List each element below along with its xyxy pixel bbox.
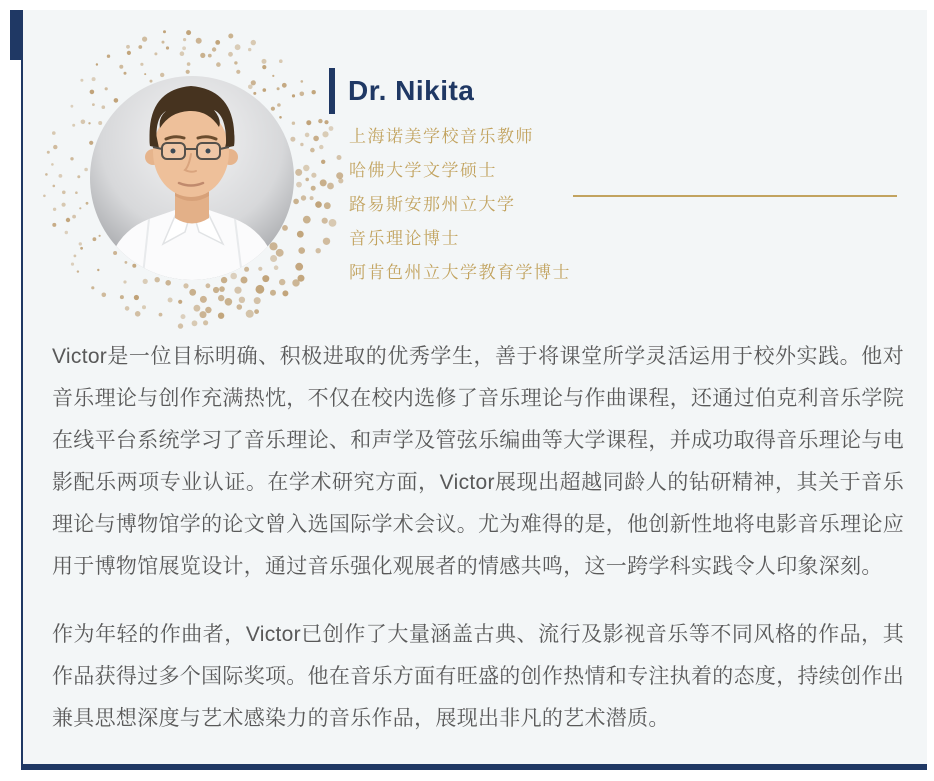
- bio-paragraph-1: Victor是一位目标明确、积极进取的优秀学生，善于将课堂所学灵活运用于校外实践。他对音乐理论与创作充满热忱，不仅在校内选修了音乐理论与作曲课程，还通过伯克利音乐学院在线平台系统学习了音乐理论、和声学及管弦乐编曲等大学课程，并成功取得音乐理论与电影配乐两项专业认证。在学术研究方面，Victor展现出超越同龄人的钻研精神，其关于音乐理论与博物馆学的论文曾入选国际学术会议。尤为难得的是，他创新性地将电影音乐理论应用于博物馆展览设计，通过音乐强化观展者的情感共鸣，这一跨学科实践令人印象深刻。: [52, 345, 904, 578]
- title-block: [329, 68, 474, 114]
- title-accent-bar: [329, 68, 335, 114]
- corner-accent-bar: [10, 10, 21, 60]
- gold-divider-line: [573, 195, 897, 197]
- portrait-image: [86, 72, 298, 286]
- credential-item: 上海诺美学校音乐教师: [349, 127, 534, 146]
- credential-item: 音乐理论博士: [349, 229, 460, 248]
- credential-item: 路易斯安那州立大学: [349, 195, 516, 214]
- credential-item: 哈佛大学文学硕士: [349, 161, 497, 180]
- profile-photo: [32, 20, 362, 340]
- profile-panel: [21, 10, 927, 770]
- credential-item: 阿肯色州立大学教育学博士: [349, 263, 571, 282]
- credentials-list: [349, 120, 571, 290]
- profile-name: Dr. Nikita: [348, 75, 475, 106]
- bio-section: [52, 336, 904, 740]
- bio-paragraph-2: 作为年轻的作曲者，Victor已创作了大量涵盖古典、流行及影视音乐等不同风格的作品，其作品获得过多个国际奖项。他在音乐方面有旺盛的创作热情和专注执着的态度，持续创作出兼具思想深度与艺术感染力的音乐作品，展现出非凡的艺术潜质。: [52, 623, 904, 730]
